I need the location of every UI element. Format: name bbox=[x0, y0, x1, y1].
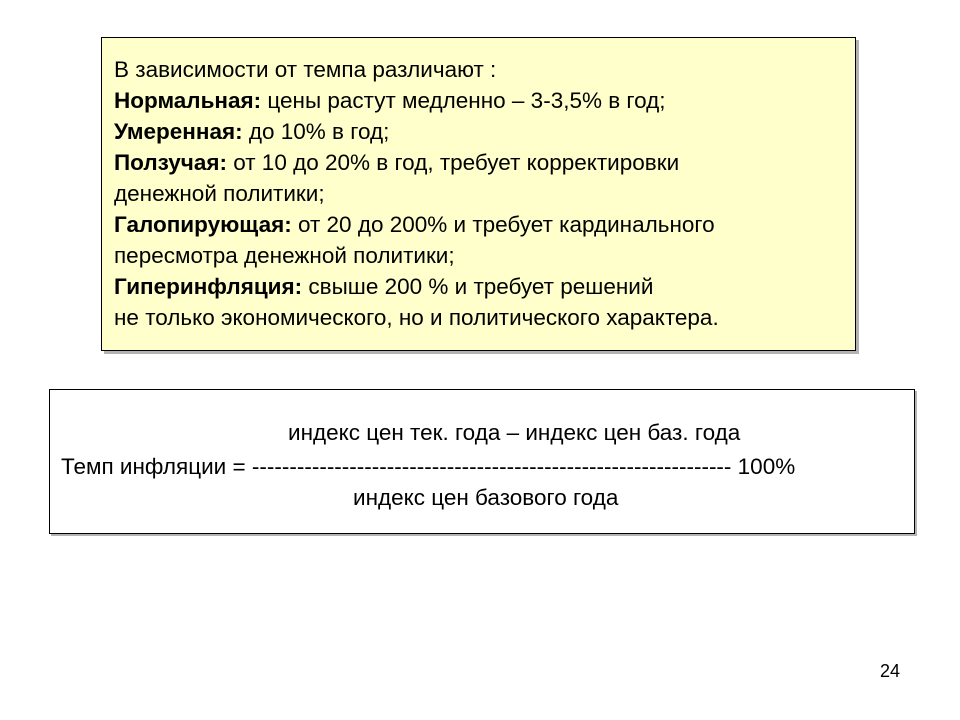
inflation-rate-formula-box bbox=[49, 389, 915, 534]
formula-denominator: индекс цен базового года bbox=[353, 485, 619, 510]
type-galloping-cont: пересмотра денежной политики; bbox=[114, 243, 455, 268]
type-moderate-term: Умеренная: bbox=[114, 119, 243, 144]
type-galloping-text: от 20 до 200% и требует кардинального bbox=[291, 212, 715, 237]
type-hyper bbox=[114, 271, 855, 302]
type-hyper-text: свыше 200 % и требует решений bbox=[302, 274, 654, 299]
formula-main-line: Темп инфляции = ---------------------------------------------------------------- 100% bbox=[61, 454, 796, 479]
page-number: 24 bbox=[880, 661, 901, 681]
type-creeping-cont: денежной политики; bbox=[114, 181, 325, 206]
type-normal bbox=[114, 85, 855, 116]
formula-numerator: индекс цен тек. года – индекс цен баз. года bbox=[288, 420, 741, 445]
type-galloping-term: Галопирующая: bbox=[114, 212, 292, 237]
type-galloping bbox=[114, 209, 855, 240]
type-normal-term: Нормальная: bbox=[114, 88, 262, 113]
type-moderate-text: до 10% в год; bbox=[242, 119, 390, 144]
types-intro: В зависимости от темпа различают : bbox=[114, 57, 497, 82]
type-creeping bbox=[114, 147, 855, 178]
type-creeping-term: Ползучая: bbox=[114, 150, 227, 175]
type-hyper-term: Гиперинфляция: bbox=[114, 274, 303, 299]
type-creeping-text: от 10 до 20% в год, требует корректировки bbox=[226, 150, 680, 175]
type-hyper-cont: не только экономического, но и политического характера. bbox=[114, 305, 719, 330]
type-normal-text: цены растут медленно – 3-3,5% в год; bbox=[261, 88, 666, 113]
inflation-types-box bbox=[101, 37, 856, 351]
type-moderate bbox=[114, 116, 855, 147]
